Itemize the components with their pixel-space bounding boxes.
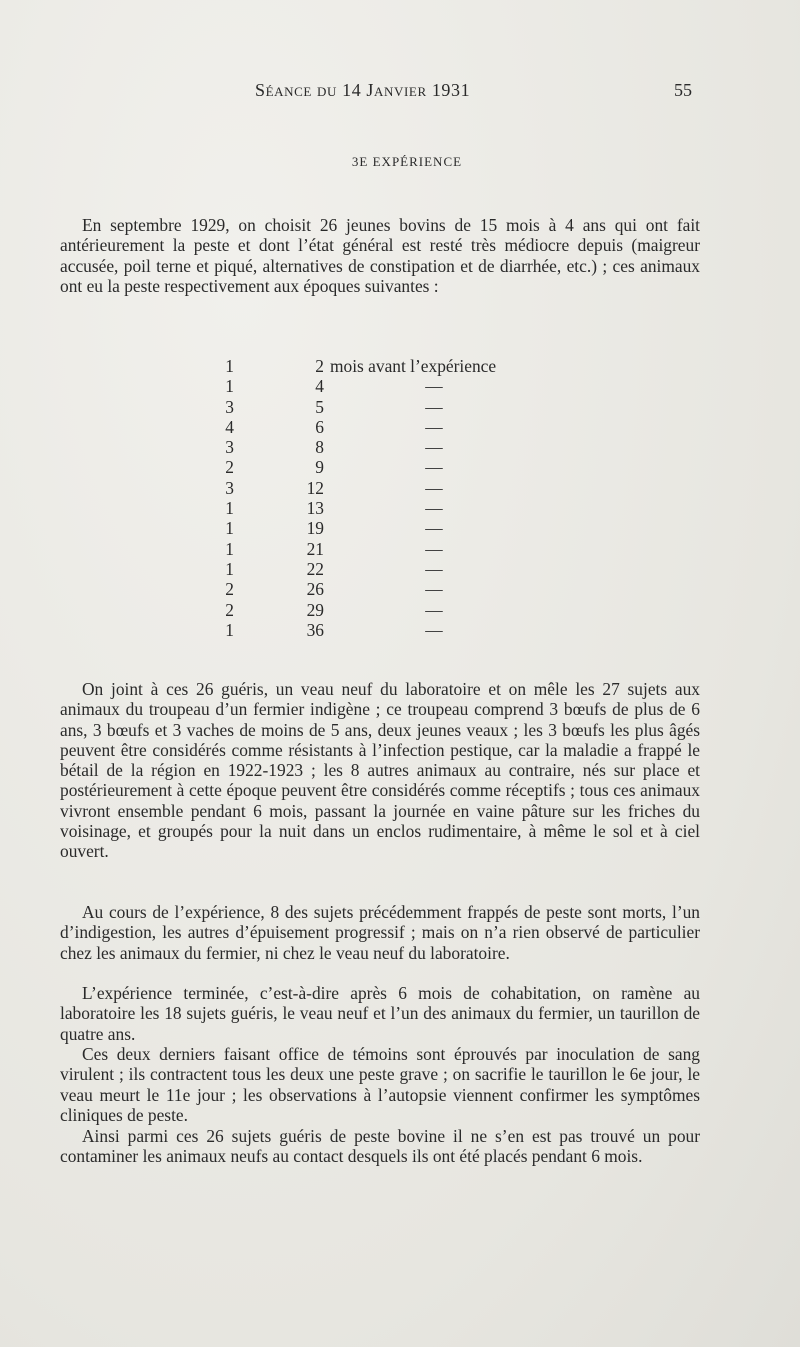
table-row [0, 498, 800, 518]
table-row [0, 579, 800, 599]
animal-count: 3 [225, 437, 234, 458]
table-row [0, 376, 800, 396]
row-note: mois avant l’expérience [330, 356, 497, 376]
table-row [0, 437, 800, 457]
animal-count: 1 [225, 619, 234, 640]
body-paragraph: On joint à ces 26 guéris, un veau neuf du laboratoire et on mêle les 27 sujets aux animaux du troupeau d’un fermier indigène ; ce troupeau comprend 3 bœufs de plus de 6 ans, 3 bœufs et 3 vaches de moins de 5 ans, deux jeunes veaux ; les 3 bœufs les plus âgés peuvent être considérés comme résistants à l’infection pestique, car la maladie a frappé le bétail de la région en 1922-1923 ; les 8 autres animaux au contraire, nés sur place et postérieurement à cette époque peuvent être considérés comme réceptifs ; tous ces animaux vivront ensemble pendant 6 mois, passant la journée en vaine pâture sur les friches du voisinage, et groupés pour la nuit dans un enclos rudimentaire, à même le sol et à ciel ouvert. [60, 679, 700, 862]
body-paragraph: Ainsi parmi ces 26 sujets guéris de peste bovine il ne s’en est pas trouvé un pour contaminer les animaux neufs au contact desquels ils ont été placés pendant 6 mois. [60, 1126, 700, 1167]
animal-count: 3 [225, 396, 234, 417]
infection-timing-table [0, 356, 800, 640]
months-before: 13 [306, 498, 324, 519]
months-before: 2 [315, 356, 324, 376]
months-before: 12 [306, 477, 324, 498]
months-before: 21 [306, 538, 324, 559]
animal-count: 3 [225, 477, 234, 498]
body-paragraph: Ces deux derniers faisant office de témoins sont éprouvés par inoculation de sang virulent ; ils contractent tous les deux une peste grave ; on sacrifie le taurillon le 6e jour, le veau meurt le 11e jour ; les observations à l’autopsie viennent confirmer les symptômes cliniques de peste. [60, 1044, 700, 1125]
ditto-dash: — [425, 558, 443, 579]
table-row [0, 518, 800, 538]
table-row [0, 559, 800, 579]
months-before: 26 [306, 579, 324, 600]
months-before: 22 [306, 558, 324, 579]
table-row [0, 397, 800, 417]
animal-count: 1 [225, 498, 234, 519]
intro-paragraph: En septembre 1929, on choisit 26 jeunes bovins de 15 mois à 4 ans qui ont fait antérieurement la peste et dont l’état général est resté très médiocre depuis (maigreur accusée, poil terne et piqué, alternatives de constipation et de diarrhée, etc.) ; ces animaux ont eu la peste respectivement aux époques suivantes : [60, 215, 700, 296]
months-before: 4 [315, 376, 324, 397]
body-paragraph: L’expérience terminée, c’est-à-dire après 6 mois de cohabitation, on ramène au laboratoire les 18 sujets guéris, le veau neuf et l’un des animaux du fermier, un taurillon de quatre ans. [60, 983, 700, 1044]
animal-count: 2 [225, 457, 234, 478]
ditto-dash: — [425, 579, 443, 600]
page-number: 55 [674, 80, 692, 100]
animal-count: 2 [225, 599, 234, 620]
ditto-dash: — [425, 518, 443, 539]
ditto-dash: — [425, 498, 443, 519]
ditto-dash: — [425, 376, 443, 397]
months-before: 36 [306, 619, 324, 640]
months-before: 8 [315, 437, 324, 458]
months-before: 9 [315, 457, 324, 478]
table-row [0, 417, 800, 437]
ditto-dash: — [425, 619, 443, 640]
section-title: 3E EXPÉRIENCE [351, 154, 463, 169]
months-before: 6 [315, 416, 324, 437]
months-before: 29 [306, 599, 324, 620]
ditto-dash: — [425, 538, 443, 559]
table-row [0, 600, 800, 620]
table-row [0, 457, 800, 477]
months-before: 19 [306, 518, 324, 539]
ditto-dash: — [425, 477, 443, 498]
animal-count: 1 [225, 376, 234, 397]
running-head [0, 80, 800, 104]
animal-count: 4 [225, 416, 234, 437]
table-row [0, 620, 800, 640]
animal-count: 1 [225, 538, 234, 559]
table-row [0, 356, 800, 376]
ditto-dash: — [425, 599, 443, 620]
ditto-dash: — [425, 457, 443, 478]
ditto-dash: — [425, 396, 443, 417]
table-row [0, 539, 800, 559]
months-before: 5 [315, 396, 324, 417]
ditto-dash: — [425, 416, 443, 437]
animal-count: 1 [225, 356, 234, 376]
animal-count: 1 [225, 518, 234, 539]
animal-count: 2 [225, 579, 234, 600]
table-row [0, 478, 800, 498]
ditto-dash: — [425, 437, 443, 458]
running-title: Séance du 14 Janvier 1931 [255, 80, 471, 100]
animal-count: 1 [225, 558, 234, 579]
body-paragraph: Au cours de l’expérience, 8 des sujets précédemment frappés de peste sont morts, l’un d’indigestion, les autres d’épuisement progressif ; mais on n’a rien observé de particulier chez les animaux du fermier, ni chez le veau neuf du laboratoire. [60, 902, 700, 963]
